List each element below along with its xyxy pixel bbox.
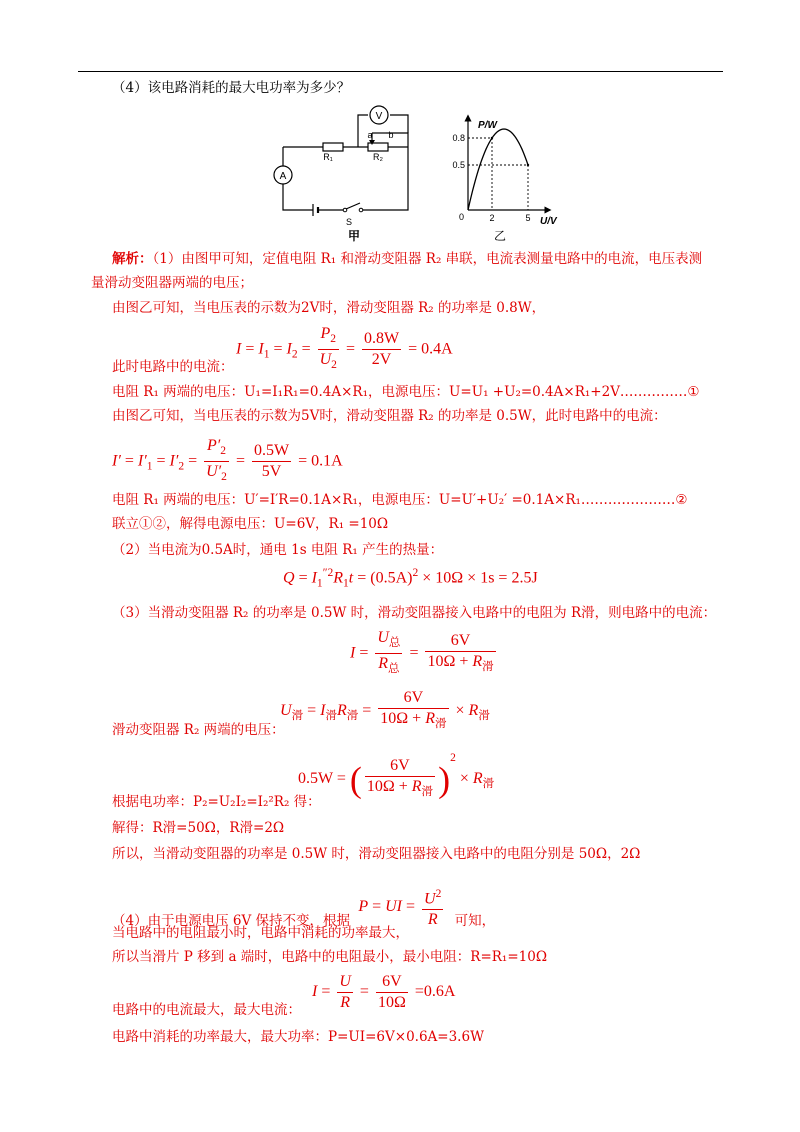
equation-5: $U_滑 = I_滑R_滑$ = $\frac{6V}{10\Omega + R_滑}$ × $R_滑$	[280, 689, 490, 731]
y-tick-label: 0.5	[452, 160, 465, 170]
resistor-r1	[323, 143, 343, 151]
x-tick-label: 5	[525, 213, 531, 223]
solution-line-11: 根据电功率：P₂=U₂I₂=I₂²R₂ 得：	[112, 794, 321, 810]
terminal-b-label: b	[388, 130, 394, 140]
ammeter-label: A	[279, 171, 287, 182]
solution-line-2: 由图乙可知，当电压表的示数为2V时，滑动变阻器 R₂ 的功率是 0.8W，	[112, 300, 546, 316]
solution-line-18: 电路中消耗的功率最大，最大功率：P=UI=6V×0.6A=3.6W	[112, 1029, 484, 1045]
equation-7: P = UI = $\frac{U^2}{R}$	[358, 884, 446, 930]
y-tick-label: 0.8	[452, 133, 465, 143]
r1-label: R₁	[323, 152, 333, 162]
solution-line-5: 由图乙可知，当电压表的示数为5V时，滑动变阻器 R₂ 的功率是 0.5W，此时电路中的电流：	[112, 408, 667, 424]
voltmeter-label: V	[375, 111, 383, 122]
series-line	[468, 129, 528, 210]
equation-1: $I = I_1 = I_2$ = $\frac{P_2}{U_2}$ = $\frac{0.8W}{2V}$ = 0.4A	[236, 325, 453, 372]
solution-line-13: 所以，当滑动变阻器的功率是 0.5W 时，滑动变阻器接入电路中的电阻分别是 50Ω，2Ω	[112, 846, 641, 862]
data-point	[491, 137, 493, 139]
y-axis-label: P/W	[478, 120, 497, 131]
solution-line-12: 解得：R滑=50Ω，R滑=2Ω	[112, 820, 285, 836]
figure-caption-yi: 乙	[493, 229, 507, 242]
resistor-r2	[368, 143, 388, 151]
question-4: （4）该电路消耗的最大电功率为多少？	[112, 80, 351, 96]
equation-4: I = $\frac{U_总}{R_总}$ = $\frac{6V}{10\Omega + R_滑}$	[350, 629, 494, 676]
x-tick-label: 2	[489, 213, 495, 223]
power-voltage-graph	[448, 112, 568, 242]
solution-label: 解析：	[112, 251, 153, 267]
origin-label: 0	[458, 212, 464, 222]
x-axis-label: U/V	[540, 216, 557, 227]
solution-line-16: 所以当滑片 P 移到 a 端时，电路中的电阻最小，最小电阻：R=R₁=10Ω	[112, 949, 548, 965]
figure-caption-jia: 甲	[347, 229, 361, 243]
solution-line-9: （3）当滑动变阻器 R₂ 的功率是 0.5W 时，滑动变阻器接入电路中的电阻为 R滑，则电路中的电流：	[112, 605, 717, 621]
switch-label: S	[345, 217, 353, 227]
solution-line-3: 此时电路中的电流：	[112, 359, 234, 375]
solution-line-8: （2）当电流为0.5A时，通电 1s 电阻 R₁ 产生的热量：	[112, 542, 444, 558]
equation-6: 0.5W = ( $\frac{6V}{10\Omega + R_滑}$ )$^2 \times R_滑$	[298, 752, 495, 800]
r2-label: R₂	[373, 152, 383, 162]
equation-8: I = $\frac{U}{R}$ = $\frac{6V}{10\Omega}$ =0.6A	[312, 973, 456, 1011]
solution-line-1: 解析：（1）由图甲可知，定值电阻 R₁ 和滑动变阻器 R₂ 串联，电流表测量电路中的电流，电压表测	[112, 251, 703, 267]
solution-line-1b: 量滑动变阻器两端的电压；	[91, 275, 253, 291]
solution-line-7: 联立①②，解得电源电压：U=6V，R₁ =10Ω	[112, 516, 389, 532]
header-rule	[78, 71, 723, 72]
equation-3: $Q = I_1^{''2}R_1t = (0.5A)^2 \times 10\Omega \times 1s = 2.5J$	[283, 567, 538, 590]
solution-line-6: 电阻 R₁ 两端的电压：U′=I′R=0.1A×R₁，电源电压：U=U′+U₂′ =0.1A×R₁…………………②	[112, 492, 688, 508]
solution-line-15: 当电路中的电阻最小时，电路中消耗的功率最大，	[112, 925, 409, 941]
circuit-diagram	[268, 100, 418, 245]
solution-line-14: （4）由于电源电压 6V 保持不变，根据 P = UI = $\frac{U^2}{R}$ 可知，	[112, 898, 495, 944]
solution-line-17: 电路中的电流最大，最大电流：	[112, 1002, 301, 1018]
equation-2: $I' = I'_1 = I'_2$ = $\frac{P'_2}{U'_2}$ = $\frac{0.5W}{5V}$ = 0.1A	[112, 437, 343, 484]
terminal-a-label: a	[367, 130, 373, 140]
data-point	[527, 164, 529, 166]
solution-line-4: 电阻 R₁ 两端的电压：U₁=I₁R₁=0.4A×R₁，电源电压：U=U₁ +U₂=0.4A×R₁+2V……………①	[112, 384, 700, 400]
solution-line-10: 滑动变阻器 R₂ 两端的电压：	[112, 722, 285, 738]
